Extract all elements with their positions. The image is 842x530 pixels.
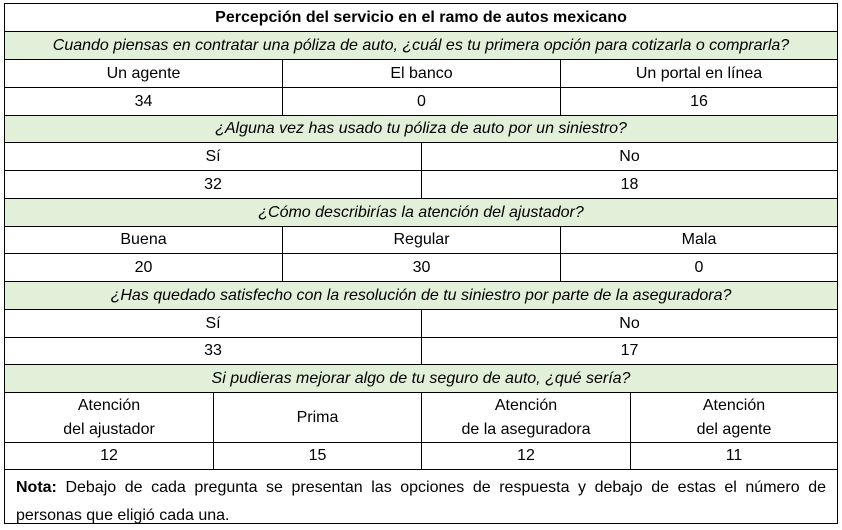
table-title: Percepción del servicio en el ramo de autos mexicano xyxy=(215,8,627,26)
count-value: 0 xyxy=(283,88,561,115)
option-label: Mala xyxy=(681,231,717,248)
table-title-row xyxy=(5,4,837,32)
question-row xyxy=(5,32,837,60)
count-value: 33 xyxy=(5,338,422,364)
question-text: Si pudieras mejorar algo de tu seguro de auto, ¿qué sería? xyxy=(5,365,837,392)
option-label-line: Prima xyxy=(296,408,339,426)
count-value: 11 xyxy=(725,447,743,464)
option-label: Sí xyxy=(5,143,422,170)
note-text: Debajo de cada pregunta se presentan las opciones de respuesta y debajo de estas el número de personas que eligió cada una. xyxy=(16,479,826,524)
question-row xyxy=(5,365,837,393)
note-label: Nota: xyxy=(16,479,57,496)
question-text: ¿Alguna vez has usado tu póliza de auto por un siniestro? xyxy=(5,116,837,142)
option-label-line: Atención xyxy=(494,396,558,414)
count-value: 30 xyxy=(283,254,561,281)
option-label: El banco xyxy=(283,60,561,87)
question-row xyxy=(5,116,837,143)
counts-row xyxy=(5,338,837,365)
question-text: Cuando piensas en contratar una póliza de auto, ¿cuál es tu primera opción para cotizarla o comprarla? xyxy=(5,32,837,59)
question-text: ¿Has quedado satisfecho con la resolución de tu siniestro por parte de la aseguradora? xyxy=(5,282,837,309)
option-label: Sí xyxy=(5,310,422,337)
count-value: 16 xyxy=(690,92,708,110)
survey-table xyxy=(4,3,838,524)
option-label-line: Atención xyxy=(77,396,141,414)
option-label: Un portal en línea xyxy=(635,64,763,82)
option-label: Un agente xyxy=(5,60,283,87)
option-label xyxy=(631,393,837,442)
counts-row xyxy=(5,88,837,116)
option-label: Buena xyxy=(5,227,283,253)
counts-row xyxy=(5,254,837,282)
option-label-line: Atención xyxy=(702,396,766,414)
option-label-line: del ajustador xyxy=(63,420,155,438)
options-row xyxy=(5,227,837,254)
count-value: 18 xyxy=(620,175,639,193)
count-value: 12 xyxy=(422,443,631,469)
options-row xyxy=(5,393,837,443)
question-text: ¿Cómo describirías la atención del ajustador? xyxy=(5,199,837,226)
option-label xyxy=(214,393,422,442)
option-label: No xyxy=(619,147,640,165)
option-label xyxy=(422,393,631,442)
option-label: Regular xyxy=(283,227,561,253)
count-value: 20 xyxy=(5,254,283,281)
option-label xyxy=(5,393,214,442)
option-label: No xyxy=(619,314,640,332)
count-value: 34 xyxy=(5,88,283,115)
table-note xyxy=(5,470,837,523)
option-label-line: de la aseguradora xyxy=(461,420,591,438)
question-row xyxy=(5,199,837,227)
count-value: 12 xyxy=(5,443,214,469)
options-row xyxy=(5,143,837,171)
count-value: 15 xyxy=(214,443,422,469)
counts-row xyxy=(5,443,837,470)
counts-row xyxy=(5,171,837,199)
count-value: 17 xyxy=(620,342,639,359)
options-row xyxy=(5,60,837,88)
option-label-line: del agente xyxy=(696,420,772,438)
options-row xyxy=(5,310,837,338)
count-value: 0 xyxy=(694,258,704,276)
count-value: 32 xyxy=(5,171,422,198)
question-row xyxy=(5,282,837,310)
note-row xyxy=(5,470,837,523)
